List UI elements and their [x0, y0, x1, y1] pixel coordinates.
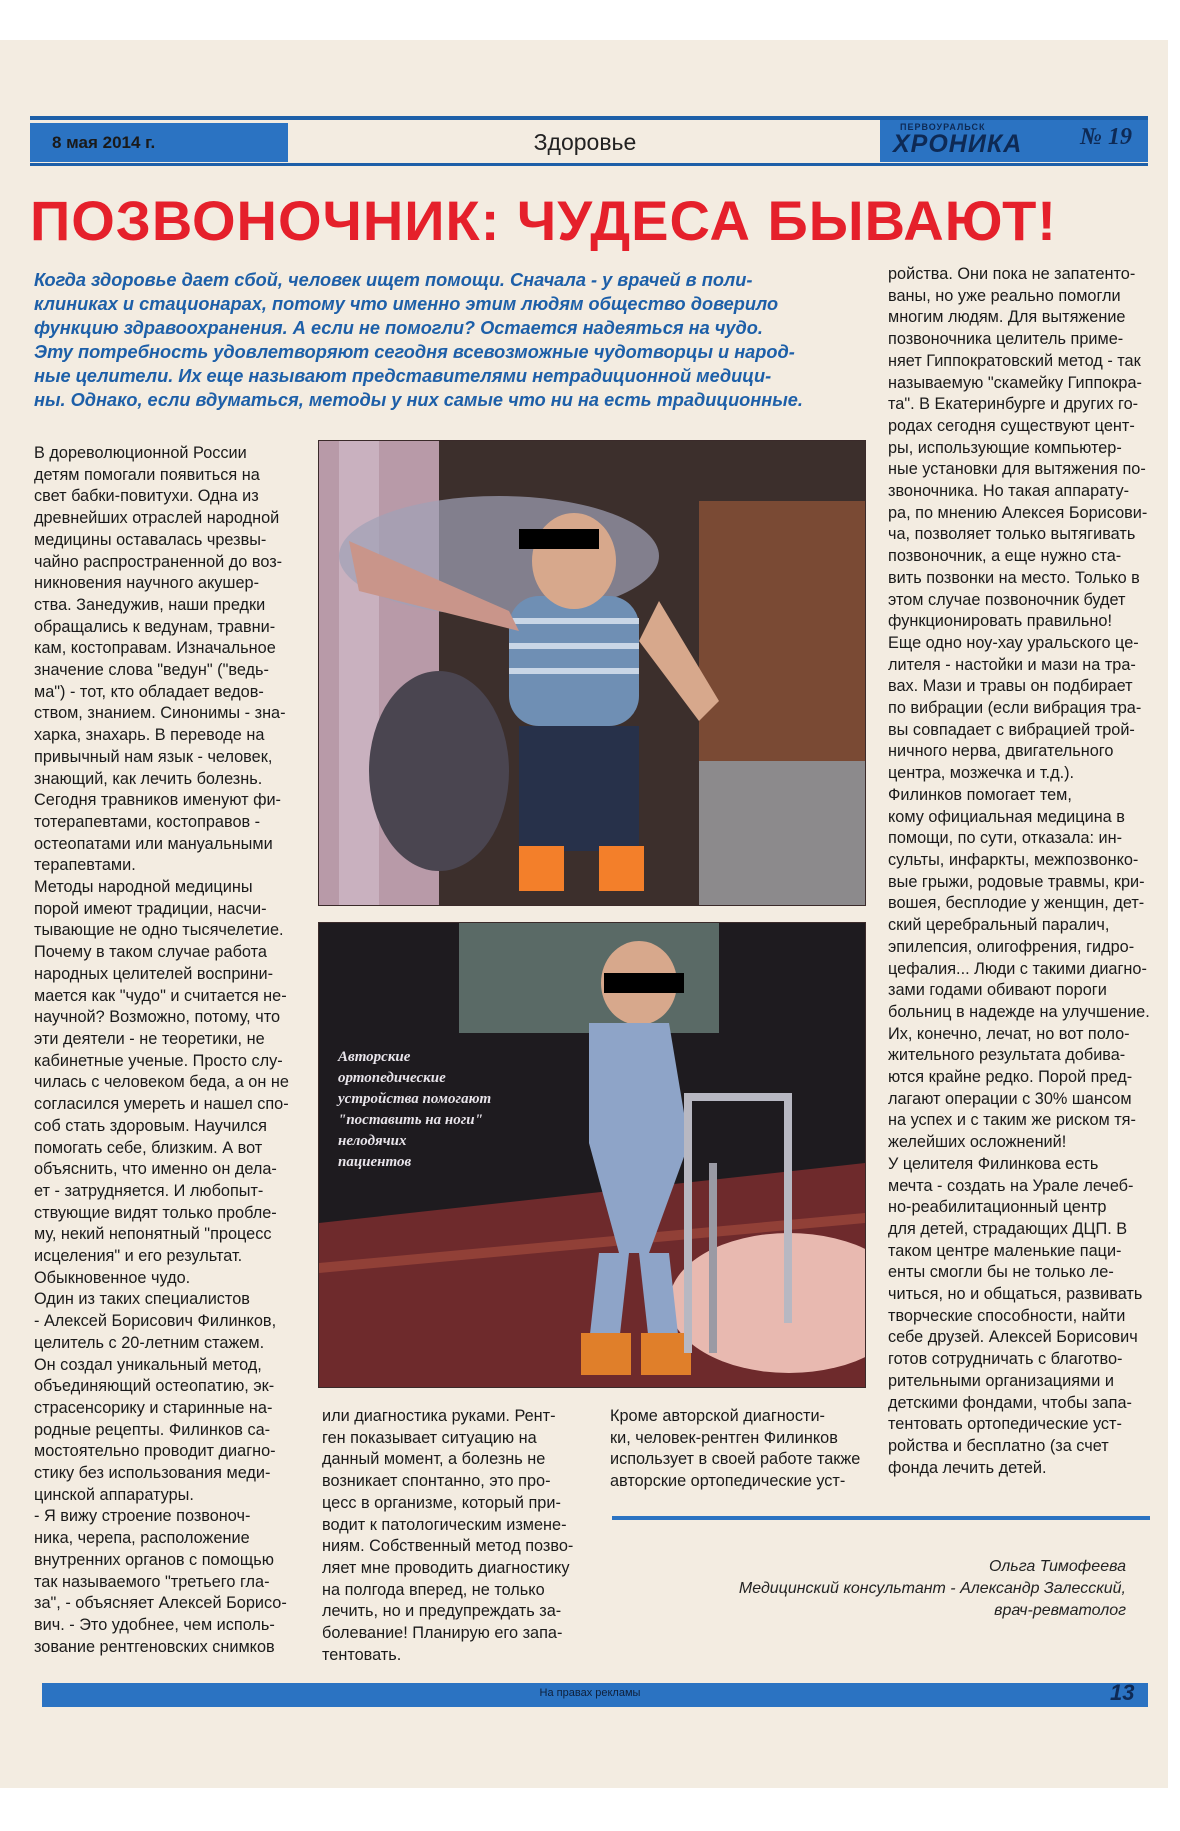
- page-number: 13: [1110, 1680, 1135, 1705]
- consultant-name: Медицинский консультант - Александр Залесский,: [738, 1580, 1126, 1597]
- section-title: Здоровье: [533, 129, 637, 155]
- signature-block: [640, 1556, 1126, 1622]
- photo-caption: Авторские ортопедические устройства помогают "поставить на ноги" нелодячих пациентов: [338, 1049, 492, 1170]
- brand-logo: ХРОНИКА: [893, 130, 1023, 158]
- text-column-1: В дореволюционной России детям помогали появиться на свет бабки-повитухи. Одна из древнейших отраслей народной медицины оставалась чрезвы- чайно распространенной до воз- никновения научного акушер- ства. Занедужив, наши предки обращались к ведунам, травни- кам, костоправам. Изначальное значение слова "ведун" ("ведь- ма") - тот, кто обладает ведов- ством, знанием. Синонимы - зна- харка, знахарь. В переводе на привычный нам язык - человек, знающий, как лечить болезнь. Сегодня травников именуют фи- тотерапевтами, костоправов - остеопатами или мануальными терапевтами. Методы народной медицины порой имеют традиции, насчи- тывающие не одно тысячелетие. Почему в таком случае работа народных целителей восприни- мается как "чудо" и считается не- научной? Возможно, потому, что эти деятели - не теоретики, не кабинетные ученые. Просто слу- чилась с человеком беда, а он не согласился умереть и нашел спо- соб стать здоровым. Научился помогать себе, близким. А вот объяснить, что именно он дела- ет - затрудняется. И любопыт- ствующие видят только пробле- му, некий непонятный "процесс исцеления" и его результат. Обыкновенное чудо. Один из таких специалистов - Алексей Борисович Филинков, целитель с 20-летним стажем. Он создал уникальный метод, объединяющий остеопатию, эк- страсенсорику и старинные на- родные рецепты. Филинков са- мостоятельно проводит диагно- стику без использования меди- цинской аппаратуры. - Я вижу строение позвоноч- ника, черепа, расположение внутренних органов с помощью так называемого "третьего гла- за", - объясняет Алексей Борисо- вич. - Это удобнее, чем исполь- зование рентгеновских снимков: [34, 444, 289, 1656]
- text-column-2: или диагностика руками. Рент- ген показывает ситуацию на данный момент, а болезнь не возникает спонтанно, это про- цесс в организме, который при- водит к патологическим измене- ниям. Собственный метод позво- ляет мне проводить диагностику на полгода вперед, не только лечить, но и предупреждать за- болевание! Планирую его запа- тентовать.: [322, 1407, 574, 1664]
- article-lead: Когда здоровье дает сбой, человек ищет помощи. Сначала - у врачей в поли- клиниках и стационарах, потому что именно этим людям общество доверило функцию здравоохранения. А если не помогли? Остается надеяться на чудо. Эту потребность удовлетворяют сегодня всевозможные чудотворцы и народ- ные целители. Их еще называют представителями нетрадиционной медици- ны. Однако, если вдуматься, методы у них самые что ни на есть традиционные.: [34, 270, 803, 410]
- issue-date: 8 мая 2014 г.: [30, 123, 288, 162]
- issue-number: № 19: [1080, 124, 1132, 150]
- text-column-4: ройства. Они пока не запатенто- ваны, но уже реально помогли многим людям. Для вытяжение позвоночника целитель приме- няет Гиппократовский метод - так называемую "скамейку Гиппокра- та". В Екатеринбурге и других го- родах сегодня существуют цент- ры, использующие компьютер- ные установки для вытяжения по- звоночника. Но такая аппарату- ра, по мнению Алексея Борисови- ча, позволяет только вытягивать позвоночник, а еще нужно ста- вить позвонки на место. Только в этом случае позвоночник будет функционировать правильно! Еще одно ноу-хау уральского це- лителя - настойки и мази на тра- вах. Мази и травы он подбирает по вибрации (если вибрация тра- вы совпадает с вибрацией трой- ничного нерва, двигательного центра, мозжечка и т.д.). Филинков помогает тем, кому официальная медицина в помощи, по сути, отказала: ин- сульты, инфаркты, межпозвонко- вые грыжи, родовые травмы, кри- вошея, бесплодие у женщин, дет- ский церебральный паралич, эпилепсия, олигофрения, гидро- цефалия... Люди с такими диагно- зами годами обивают пороги больниц в надежде на улучшение. Их, конечно, лечат, но вот поло- жительного результата добива- ются крайне редко. Порой пред- лагают операции с 30% шансом на успех и с таким же риском тя- желейших осложнений! У целителя Филинкова есть мечта - создать на Урале лечеб- но-реабилитационный центр для детей, страдающих ДЦП. В таком центре маленькие паци- енты смогли бы не только ле- читься, но и общаться, развивать творческие способности, найти себе друзей. Алексей Борисович готов сотрудничать с благотво- рительными организациями и детскими фондами, чтобы запа- тентовать ортопедические уст- ройства и бесплатно (за счет фонда лечить детей.: [888, 265, 1150, 1477]
- signature-rule: [612, 1516, 1150, 1520]
- photo-child-assisted-standing: [318, 440, 866, 906]
- author-name: Ольга Тимофеева: [988, 1558, 1126, 1575]
- article-headline: ПОЗВОНОЧНИК: ЧУДЕСА БЫВАЮТ!: [30, 189, 1057, 252]
- advert-note: На правах рекламы: [539, 1687, 641, 1699]
- header-bottom-rule: [30, 163, 1148, 166]
- consultant-role: врач-ревматолог: [994, 1602, 1126, 1619]
- brand-city: ПЕРВОУРАЛЬСК: [900, 122, 986, 132]
- text-column-3: Кроме авторской диагности- ки, человек-рентген Филинков использует в своей работе также авторские ортопедические уст-: [610, 1407, 861, 1491]
